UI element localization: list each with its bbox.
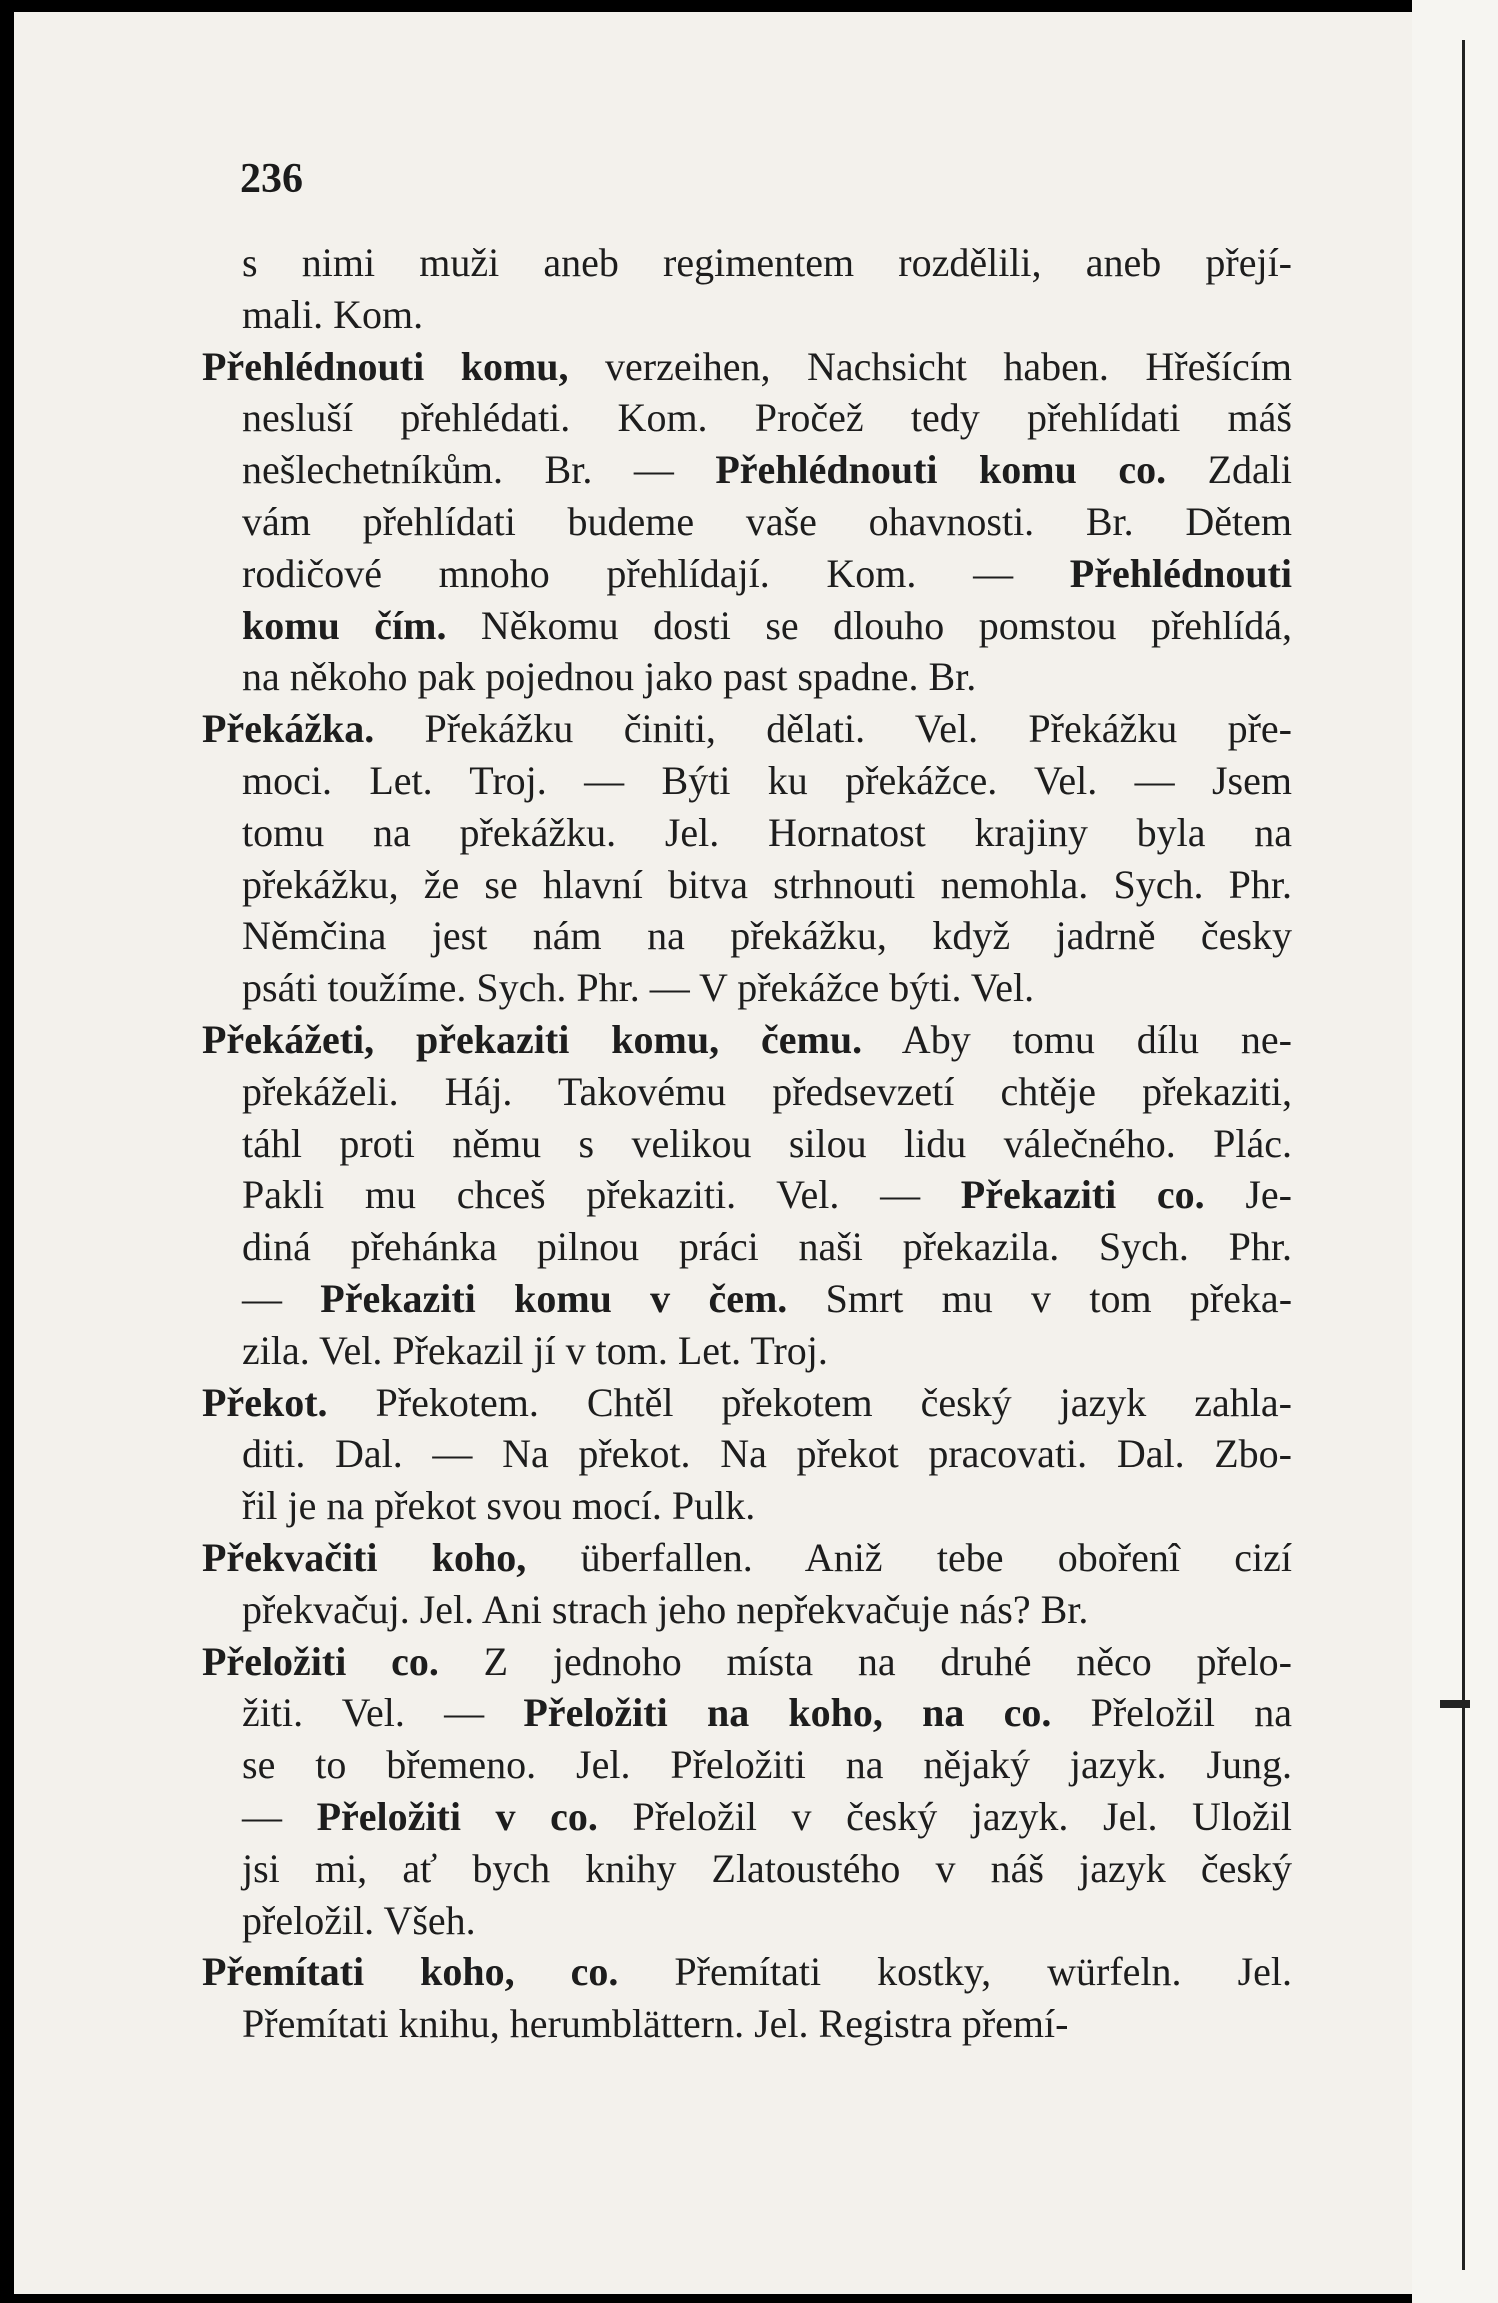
entry-headline: Překážka. Překážku činiti, dělati. Vel. Překážku pře- <box>202 706 1292 752</box>
text-line: diti. Dal. — Na překot. Na překot pracovati. Dal. Zbo- <box>242 1431 1292 1477</box>
dictionary-text <box>202 237 1293 2050</box>
text-line: komu čím. Někomu dosti se dlouho pomstou přehlídá, <box>242 602 1292 648</box>
text-line: Přemítati knihu, herumblättern. Jel. Registra přemí- <box>242 2001 1069 2047</box>
text-line: překáželi. Háj. Takovému předsevzetí chtěje překaziti, <box>242 1068 1292 1114</box>
book-page <box>14 12 1412 2294</box>
text-line: přeložil. Všeh. <box>242 1897 476 1943</box>
text-line: na někoho pak pojednou jako past spadne. Br. <box>242 654 977 700</box>
text-line: nesluší přehlédati. Kom. Pročež tedy přehlídati máš <box>242 395 1292 441</box>
text-line: Pakli mu chceš překaziti. Vel. — Překaziti co. Je- <box>242 1172 1293 1218</box>
entry-headline: Překvačiti koho, überfallen. Aniž tebe obořenî cizí <box>202 1534 1292 1580</box>
text-line: nešlechetníkům. Br. — Přehlédnouti komu co. Zdali <box>242 447 1292 493</box>
text-line: žiti. Vel. — Přeložiti na koho, na co. Přeložil na <box>242 1690 1292 1736</box>
text-line: moci. Let. Troj. — Býti ku překážce. Vel. — Jsem <box>242 757 1292 803</box>
entry-headline: Přeložiti co. Z jednoho místa na druhé něco přelo- <box>202 1638 1292 1684</box>
text-line: jsi mi, ať bych knihy Zlatoustého v náš jazyk český <box>242 1845 1292 1891</box>
entry-headline: Přehlédnouti komu, verzeihen, Nachsicht haben. Hřešícím <box>202 343 1292 389</box>
page-edge-line <box>1462 40 1465 2270</box>
text-line: táhl proti němu s velikou silou lidu válečného. Plác. <box>242 1120 1292 1166</box>
text-line: diná přehánka pilnou práci naši překazila. Sych. Phr. <box>242 1224 1292 1270</box>
entry-headline: Přemítati koho, co. Přemítati kostky, würfeln. Jel. <box>202 1949 1292 1995</box>
text-line: řil je na překot svou mocí. Pulk. <box>242 1483 756 1529</box>
text-line: vám přehlídati budeme vaše ohavnosti. Br. Dětem <box>242 498 1292 544</box>
text-line: — Přeložiti v co. Přeložil v český jazyk. Jel. Uložil <box>242 1793 1293 1839</box>
text-line: zila. Vel. Překazil jí v tom. Let. Troj. <box>242 1327 828 1373</box>
adjacent-page-edge <box>1412 0 1498 2303</box>
text-line: překážku, že se hlavní bitva strhnouti nemohla. Sych. Phr. <box>242 861 1292 907</box>
text-line: s nimi muži aneb regimentem rozdělili, aneb přejí- <box>242 240 1292 285</box>
text-line: rodičové mnoho přehlídají. Kom. — Přehlédnouti <box>242 550 1292 596</box>
text-line: tomu na překážku. Jel. Hornatost krajiny byla na <box>242 809 1292 855</box>
text-line: Němčina jest nám na překážku, když jadrně česky <box>242 913 1292 959</box>
page-edge-mark <box>1440 1700 1470 1708</box>
text-line: — Překaziti komu v čem. Smrt mu v tom překa- <box>242 1275 1293 1321</box>
page-number: 236 <box>240 156 303 202</box>
text-line: překvačuj. Jel. Ani strach jeho nepřekvačuje nás? Br. <box>242 1586 1089 1632</box>
text-line: se to břemeno. Jel. Přeložiti na nějaký jazyk. Jung. <box>242 1742 1292 1788</box>
entry-headline: Překážeti, překaziti komu, čemu. Aby tomu dílu ne- <box>202 1016 1292 1062</box>
entry-headline: Překot. Překotem. Chtěl překotem český jazyk zahla- <box>202 1379 1292 1425</box>
text-line: psáti toužíme. Sych. Phr. — V překážce býti. Vel. <box>242 965 1035 1011</box>
text-line: mali. Kom. <box>242 291 424 337</box>
